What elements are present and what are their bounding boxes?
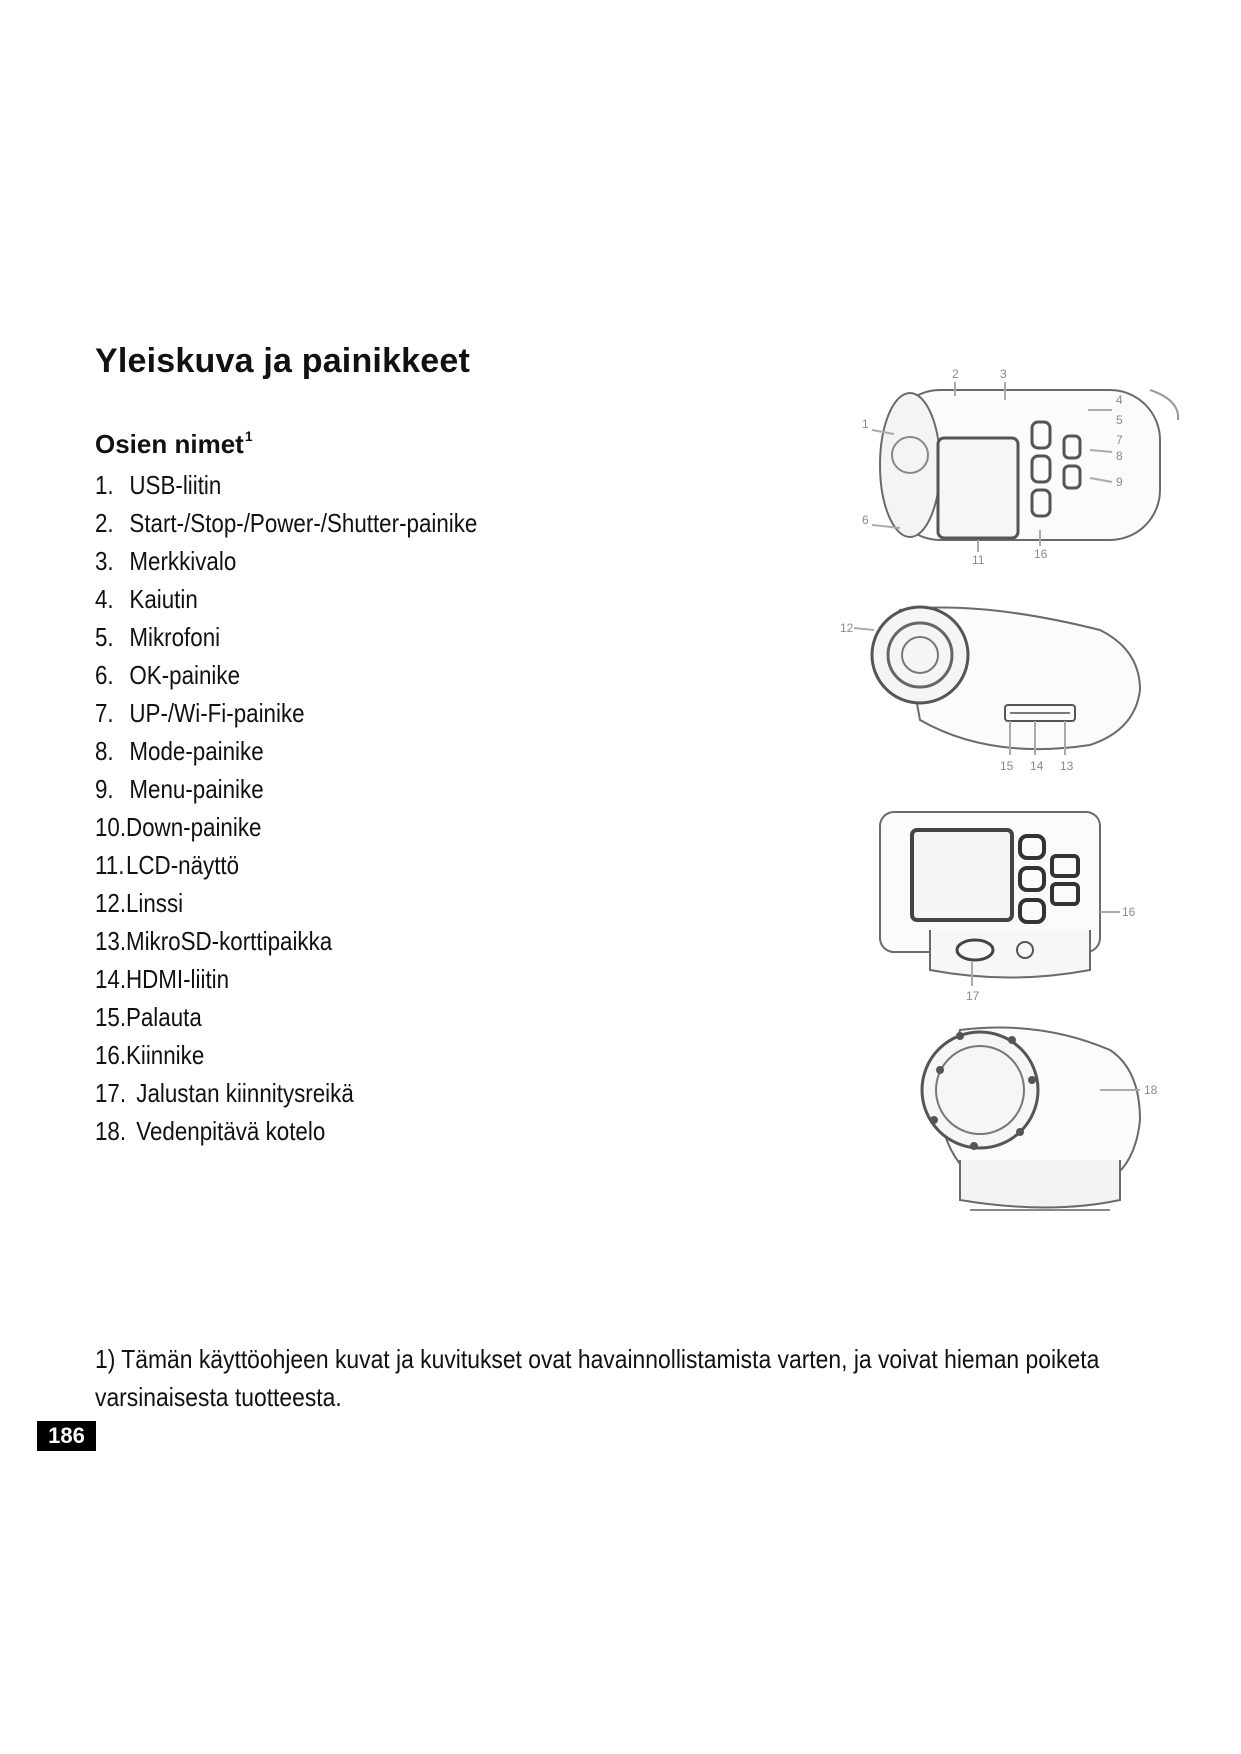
list-item-label: Kiinnike xyxy=(125,1040,205,1070)
list-item xyxy=(95,618,477,656)
list-item-label: Mikrofoni xyxy=(129,622,221,652)
list-item-label: Menu-painike xyxy=(129,774,264,804)
list-item xyxy=(95,922,477,960)
list-item-number: 10. xyxy=(95,812,127,842)
page-title: Yleiskuva ja painikkeet xyxy=(95,342,471,380)
list-item-number: 13. xyxy=(95,926,127,956)
callout-label: 3 xyxy=(1000,367,1007,381)
section-heading-text: Osien nimet xyxy=(95,429,244,459)
list-item-label: HDMI-liitin xyxy=(125,964,230,994)
section-heading xyxy=(95,428,253,460)
page-number: 186 xyxy=(37,1421,96,1451)
list-item-label: Vedenpitävä kotelo xyxy=(136,1116,326,1146)
callout-label: 18 xyxy=(1144,1083,1158,1097)
footnote-marker: 1 xyxy=(244,428,253,444)
list-item xyxy=(95,504,477,542)
callout-label: 15 xyxy=(1000,759,1014,773)
footnote-line: 1) Tämän käyttöohjeen kuvat ja kuvitukset ovat havainnollistamista varten, ja voivat hieman poiketa xyxy=(95,1344,1100,1374)
callout-label: 5 xyxy=(1116,413,1123,427)
callout-label: 16 xyxy=(1034,547,1048,561)
list-item-number: 6. xyxy=(95,660,114,690)
list-item-label: Mode-painike xyxy=(129,736,264,766)
camera-front-illustration xyxy=(860,360,1210,570)
list-item xyxy=(95,1036,477,1074)
list-item-number: 5. xyxy=(95,622,114,652)
list-item xyxy=(95,694,477,732)
list-item xyxy=(95,998,477,1036)
list-item xyxy=(95,808,477,846)
list-item-label: Jalustan kiinnitysreikä xyxy=(136,1078,354,1108)
callout-label: 6 xyxy=(862,513,869,527)
list-item xyxy=(95,960,477,998)
list-item-label: Kaiutin xyxy=(129,584,198,614)
callout-label: 8 xyxy=(1116,449,1123,463)
camera-mount-illustration xyxy=(860,800,1150,1010)
list-item-number: 18. xyxy=(95,1116,127,1146)
list-item-number: 16. xyxy=(95,1040,127,1070)
list-item-label: Palauta xyxy=(125,1002,202,1032)
list-item-label: Start-/Stop-/Power-/Shutter-painike xyxy=(129,508,478,538)
list-item-number: 9. xyxy=(95,774,114,804)
footnote-line: varsinaisesta tuotteesta. xyxy=(95,1382,342,1412)
callout-label: 4 xyxy=(1116,393,1123,407)
callout-label: 1 xyxy=(862,417,869,431)
list-item xyxy=(95,770,477,808)
callout-label: 16 xyxy=(1122,905,1136,919)
list-item xyxy=(95,656,477,694)
list-item-number: 12. xyxy=(95,888,127,918)
parts-list xyxy=(95,466,540,1150)
callout-label: 2 xyxy=(952,367,959,381)
list-item xyxy=(95,466,477,504)
list-item-label: LCD-näyttö xyxy=(125,850,240,880)
list-item xyxy=(95,1074,477,1112)
camera-lens-illustration xyxy=(840,580,1160,790)
list-item-label: MikroSD-korttipaikka xyxy=(125,926,333,956)
list-item-number: 11. xyxy=(95,850,125,880)
list-item-label: Down-painike xyxy=(125,812,262,842)
list-item xyxy=(95,884,477,922)
list-item-label: OK-painike xyxy=(129,660,241,690)
list-item xyxy=(95,732,477,770)
callout-label: 12 xyxy=(840,621,854,635)
list-item-label: UP-/Wi-Fi-painike xyxy=(129,698,305,728)
footnote xyxy=(95,1340,1190,1416)
list-item-number: 8. xyxy=(95,736,114,766)
list-item-label: USB-liitin xyxy=(129,470,222,500)
callout-label: 17 xyxy=(966,989,980,1003)
list-item-number: 1. xyxy=(95,470,114,500)
list-item-number: 4. xyxy=(95,584,114,614)
waterproof-housing-illustration xyxy=(900,1010,1200,1230)
callout-label: 13 xyxy=(1060,759,1074,773)
callout-label: 11 xyxy=(972,553,985,567)
list-item-number: 2. xyxy=(95,508,114,538)
list-item-number: 14. xyxy=(95,964,127,994)
list-item xyxy=(95,542,477,580)
list-item-number: 3. xyxy=(95,546,114,576)
callout-label: 14 xyxy=(1030,759,1044,773)
list-item-number: 7. xyxy=(95,698,114,728)
list-item-label: Merkkivalo xyxy=(129,546,237,576)
list-item xyxy=(95,580,477,618)
list-item-label: Linssi xyxy=(125,888,184,918)
list-item-number: 17. xyxy=(95,1078,127,1108)
list-item xyxy=(95,1112,477,1150)
callout-label: 7 xyxy=(1116,433,1123,447)
callout-label: 9 xyxy=(1116,475,1123,489)
list-item-number: 15. xyxy=(95,1002,127,1032)
list-item xyxy=(95,846,477,884)
